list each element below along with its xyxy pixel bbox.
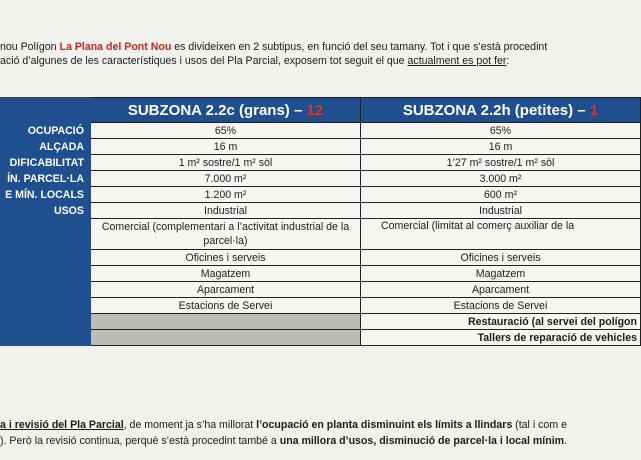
cell-2-2h: Aparcament — [361, 282, 641, 298]
header-text: SUBZONA 2.2h (petites) – — [402, 101, 590, 119]
footer-bold: l’ocupació en planta disminuint els límits a llindars — [256, 419, 513, 431]
footer-text: . — [564, 435, 568, 447]
cell-2-2h: 1’27 m² sostre/1 m² sòl — [361, 155, 641, 171]
table-row — [1, 139, 641, 155]
cell-2-2h: Tallers de reparació de vehicles — [361, 330, 641, 346]
cell-2-2c-empty — [91, 314, 361, 330]
table-row — [1, 250, 641, 266]
cell-2-2c: Industrial — [91, 203, 361, 219]
footer-text: ). Però la revisió continua, perquè s’està procedint també a — [0, 435, 280, 447]
row-label — [1, 219, 91, 250]
cell-2-2h: Oficines i serveis — [361, 250, 641, 266]
subzone-table-wrapper — [0, 97, 637, 346]
header-subzona-2-2h — [361, 98, 641, 123]
row-label: DIFICABILITAT — [1, 155, 91, 171]
intro-text: ació d’algunes de les característiques i usos del Pla Parcial, exposem tot seguit el que — [0, 55, 408, 67]
row-label: E MÍN. LOCALS — [1, 187, 91, 203]
row-label — [1, 298, 91, 314]
row-label — [1, 250, 91, 266]
table-row — [1, 155, 641, 171]
intro-text: nou Polígon — [0, 41, 60, 53]
row-label — [1, 330, 91, 346]
header-count: 1 — [589, 101, 599, 119]
intro-line-2 — [0, 54, 600, 68]
cell-2-2c: 7.000 m² — [91, 171, 361, 187]
intro-underlined: actualment es pot fer — [407, 55, 507, 67]
intro-line-1 — [0, 40, 600, 54]
cell-2-2h: Industrial — [361, 203, 641, 219]
table-row — [1, 123, 641, 139]
table-row — [1, 171, 641, 187]
footer-text: (tal i com e — [512, 419, 567, 431]
cell-2-2c: 1 m² sostre/1 m² sòl — [91, 155, 361, 171]
header-text: SUBZONA 2.2c (grans) – — [127, 101, 307, 119]
cell-2-2h: 600 m² — [361, 187, 641, 203]
footer-bold: una millora d’usos, disminució de parcel·la i local mínim — [279, 435, 565, 447]
table-header-row — [1, 98, 641, 123]
cell-2-2h: Estacions de Servei — [361, 298, 641, 314]
row-label: ALÇADA — [1, 139, 91, 155]
cell-2-2c: Aparcament — [91, 282, 361, 298]
cell-2-2c: Magatzem — [91, 266, 361, 282]
revision-link-text: a i revisió del Pla Parcial — [0, 419, 124, 431]
table-row — [1, 219, 641, 250]
cell-2-2h: Magatzem — [361, 266, 641, 282]
footer-text: , de moment ja s’ha millorat — [123, 419, 257, 431]
footer-line-1 — [0, 417, 600, 433]
row-label: USOS — [1, 203, 91, 219]
footer-paragraph — [0, 417, 600, 449]
cell-2-2c: Oficines i serveis — [91, 250, 361, 266]
intro-text: : — [506, 55, 510, 67]
header-blank — [1, 98, 91, 123]
intro-paragraph — [0, 40, 600, 68]
row-label — [1, 314, 91, 330]
cell-2-2c: Comercial (complementari a l’activitat industrial de la parcel·la) — [91, 219, 361, 250]
intro-text: es divideixen en 2 subtipus, en funció del seu tamany. Tot i que s’està procedint — [171, 41, 548, 53]
cell-2-2c: 1.200 m² — [91, 187, 361, 203]
row-label — [1, 282, 91, 298]
poligon-name: La Plana del Pont Nou — [59, 41, 172, 53]
table-row — [1, 314, 641, 330]
table-row — [1, 330, 641, 346]
footer-line-2 — [0, 433, 600, 449]
subzone-table — [0, 97, 641, 346]
cell-2-2h: Restauració (al servei del polígon — [361, 314, 641, 330]
header-subzona-2-2c — [91, 98, 361, 123]
cell-2-2c: 65% — [91, 123, 361, 139]
cell-2-2c-empty — [91, 330, 361, 346]
table-row — [1, 266, 641, 282]
cell-2-2h: 16 m — [361, 139, 641, 155]
row-label: OCUPACIÓ — [1, 123, 91, 139]
table-row — [1, 203, 641, 219]
cell-2-2h: Comercial (limitat al comerç auxiliar de la — [361, 219, 641, 250]
table-row — [1, 282, 641, 298]
row-label — [1, 266, 91, 282]
header-count: 12 — [306, 101, 324, 119]
cell-2-2c: Estacions de Servei — [91, 298, 361, 314]
cell-2-2h: 65% — [361, 123, 641, 139]
table-row — [1, 298, 641, 314]
table-row — [1, 187, 641, 203]
row-label: ÍN. PARCEL·LA — [1, 171, 91, 187]
cell-2-2h: 3.000 m² — [361, 171, 641, 187]
cell-2-2c: 16 m — [91, 139, 361, 155]
